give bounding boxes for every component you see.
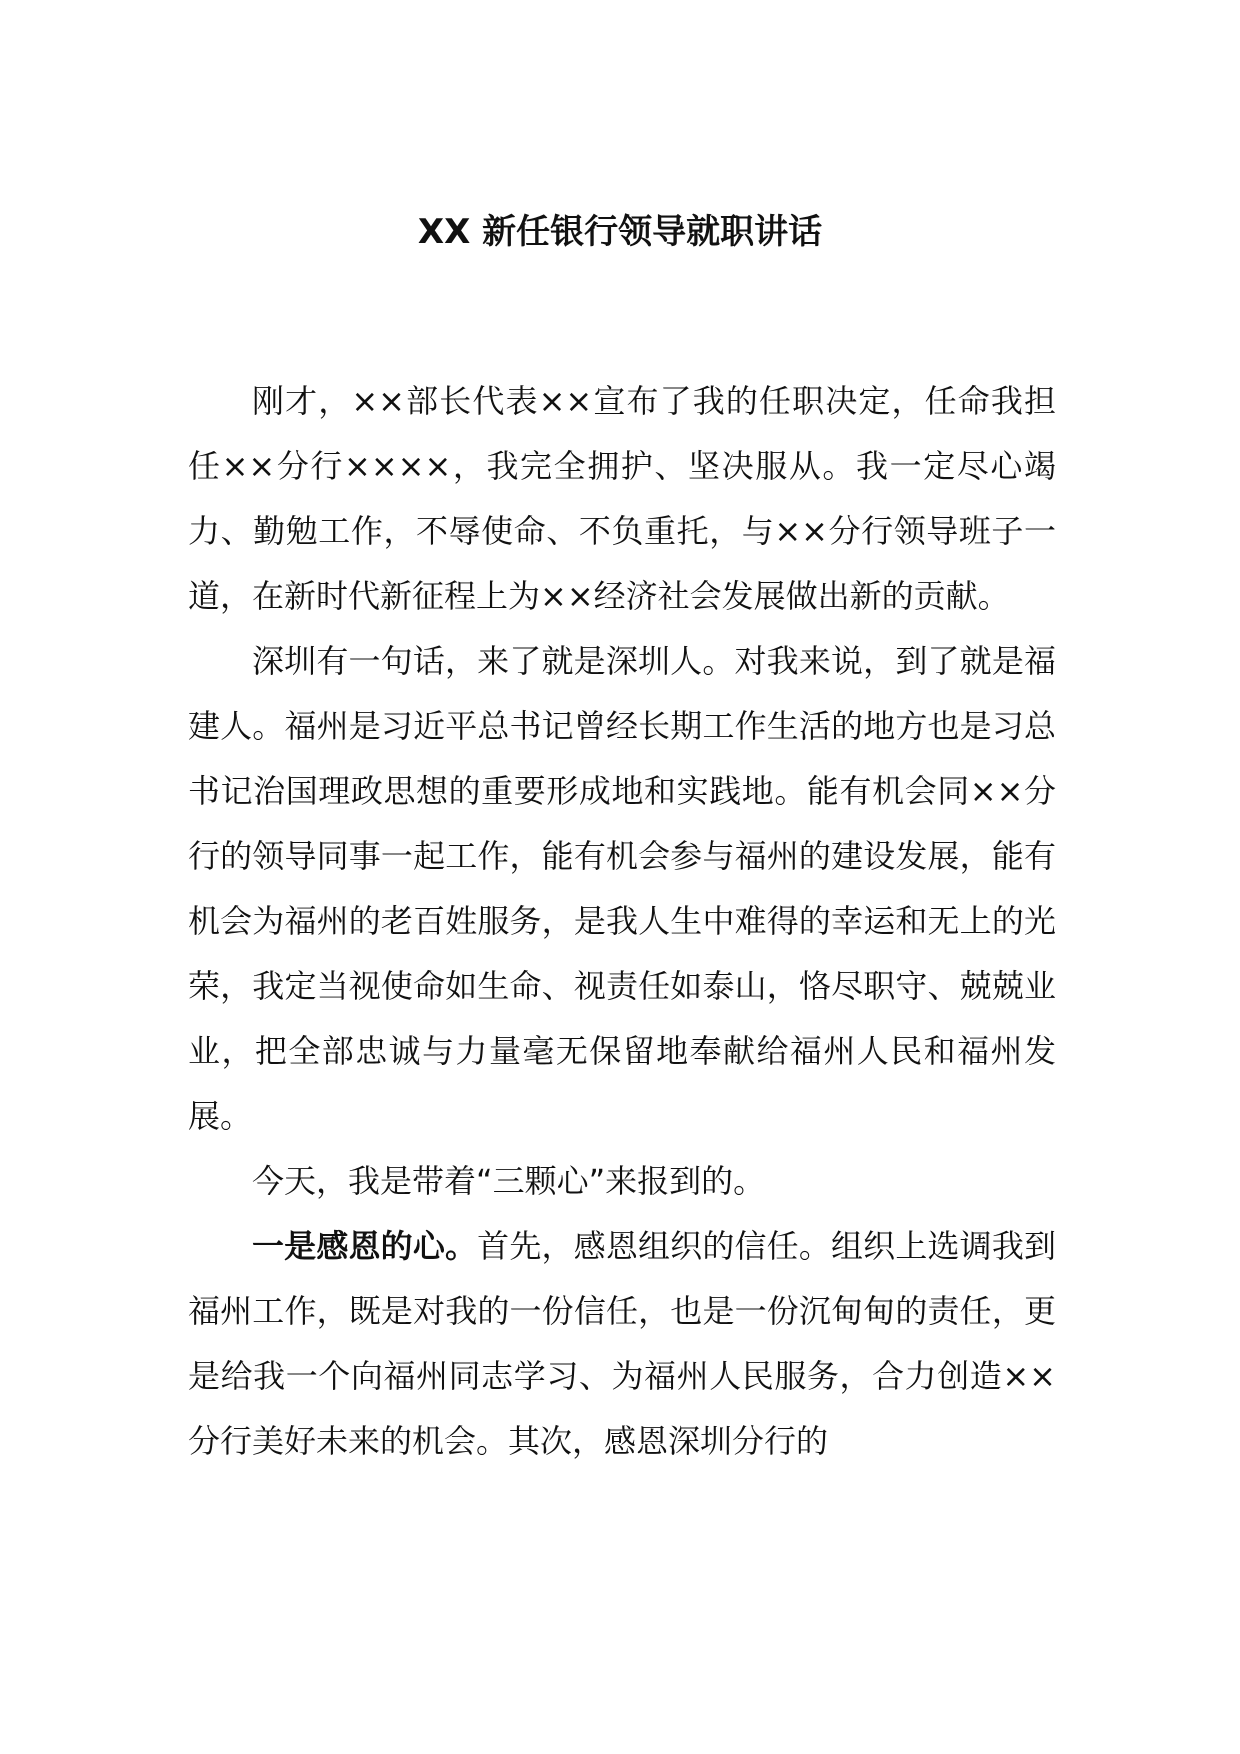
paragraph-fuzhou: 深圳有一句话，来了就是深圳人。对我来说，到了就是福建人。福州是习近平总书记曾经长期工作生活的地方也是习总书记治国理政思想的重要形成地和实践地。能有机会同××分行的领导同事一起工作，能有机会参与福州的建设发展，能有机会为福州的老百姓服务，是我人生中难得的幸运和无上的光荣，我定当视使命如生命、视责任如泰山，恪尽职守、兢兢业业，把全部忠诚与力量毫无保留地奉献给福州人民和福州发展。 [188,642,1056,1135]
paragraph-three-hearts: 今天，我是带着“三颗心”来报到的。 [252,1162,766,1200]
document-title: XX 新任银行领导就职讲话 [417,212,823,252]
point-one-heading: 一是感恩的心。 [252,1227,478,1265]
paragraph-point-one [188,1214,1056,1474]
point-one-text: 首先，感恩组织的信任。组织上选调我到福州工作，既是对我的一份信任，也是一份沉甸甸的责任，更是给我一个向福州同志学习、为福州人民服务，合力创造××分行美好未来的机会。其次，感恩深圳分行的 [188,1227,1056,1460]
paragraph-appointment: 刚才，××部长代表××宣布了我的任职决定，任命我担任××分行××××，我完全拥护、坚决服从。我一定尽心竭力、勤勉工作，不辱使命、不负重托，与××分行领导班子一道，在新时代新征程上为××经济社会发展做出新的贡献。 [188,382,1056,615]
document-body [188,369,1056,1474]
